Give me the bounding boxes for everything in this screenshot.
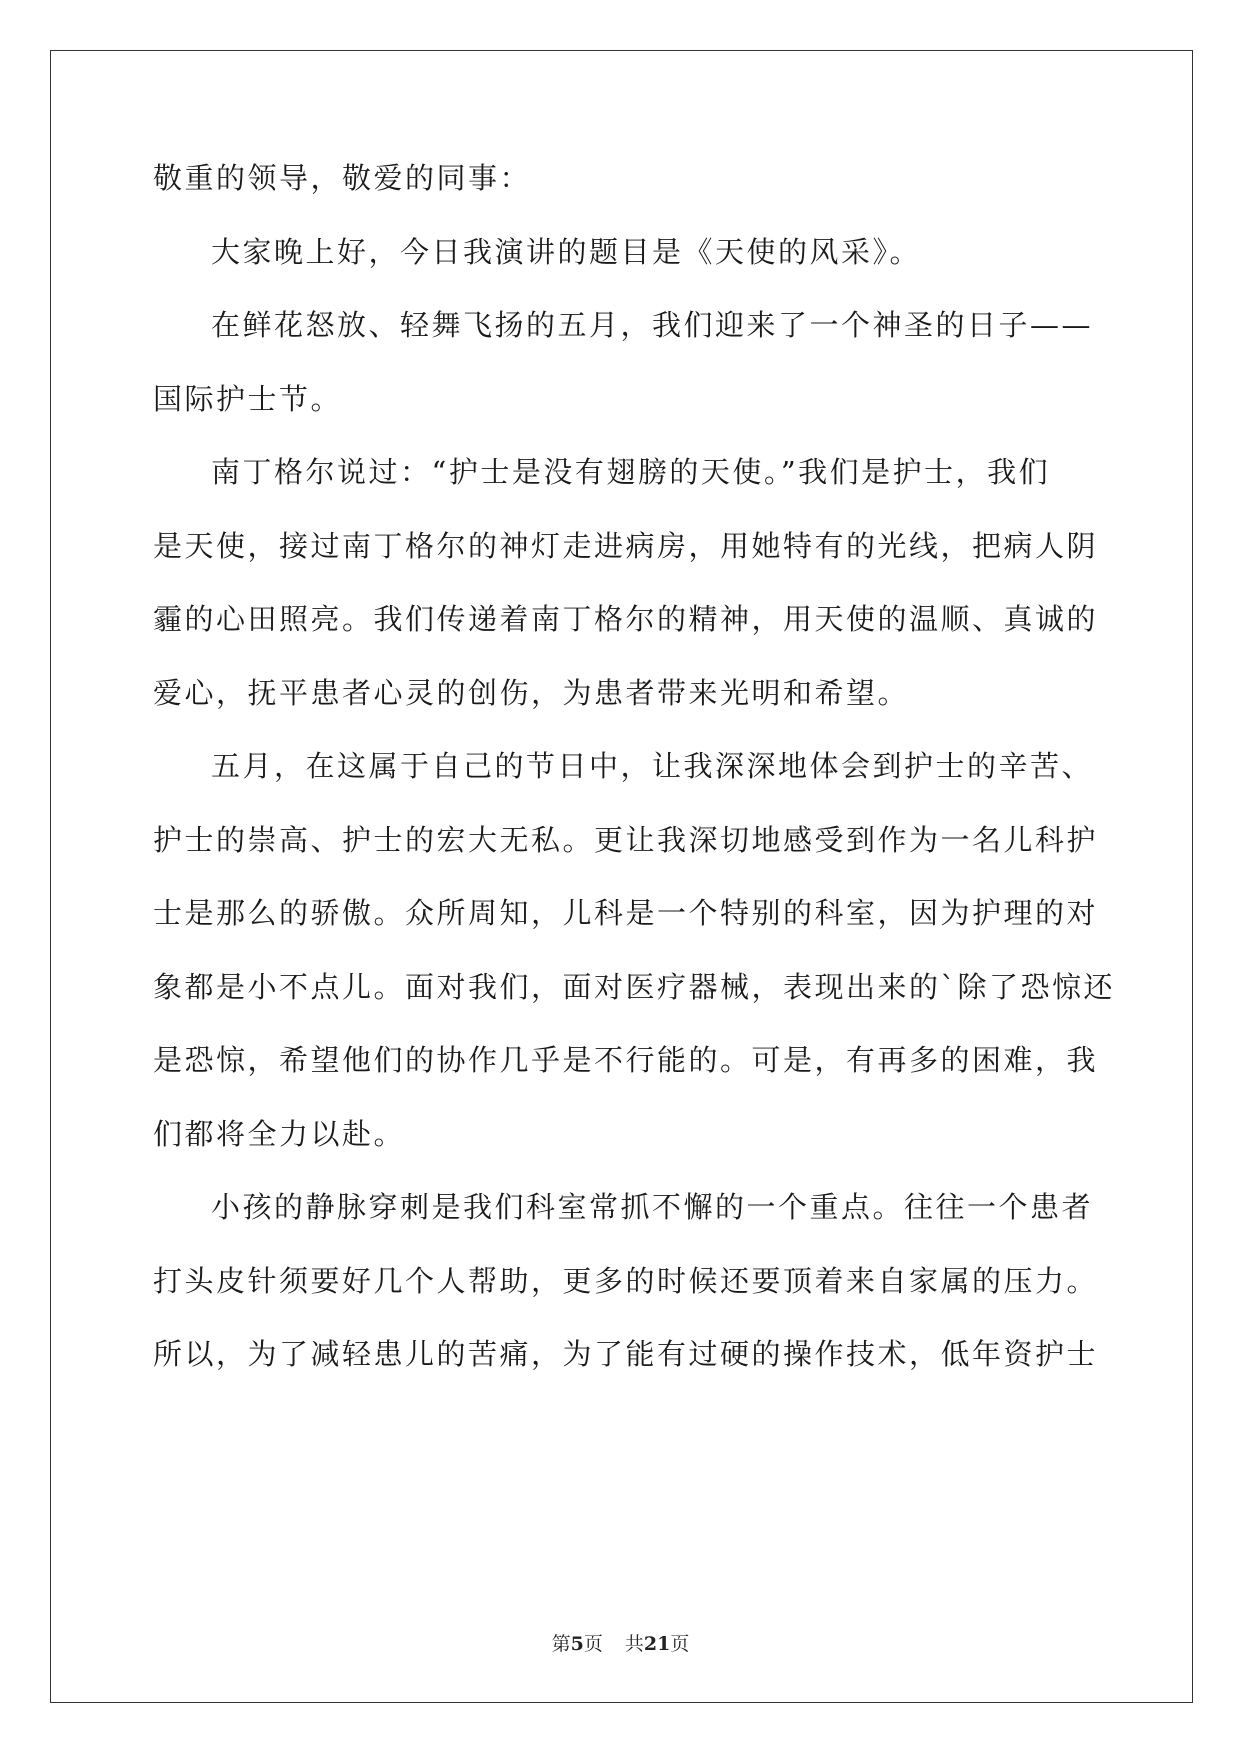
total-page-number: 21 — [643, 1633, 671, 1655]
text-line: 打头皮针须要好几个人帮助，更多的时候还要顶着来自家属的压力。 — [153, 1263, 1099, 1298]
text-line: 爱心，抚平患者心灵的创伤，为患者带来光明和希望。 — [153, 675, 910, 710]
page-border — [50, 50, 1193, 1703]
footer-page-word: 页 — [583, 1633, 603, 1655]
text-line: 象都是小不点儿。面对我们，面对医疗器械，表现出来的`除了恐惊还 — [153, 969, 1116, 1004]
text-line: 霾的心田照亮。我们传递着南丁格尔的精神，用天使的温顺、真诚的 — [153, 602, 1099, 636]
text-line: 国际护士节。 — [153, 381, 343, 416]
text-line: 士是那么的骄傲。众所周知，儿科是一个特别的科室，因为护理的对 — [153, 896, 1099, 930]
text-line: 敬重的领导，敬爱的同事： — [153, 161, 532, 195]
text-line: 护士的崇高、护士的宏大无私。更让我深切地感受到作为一名儿科护 — [153, 822, 1099, 857]
footer-total-suffix: 页 — [670, 1633, 690, 1655]
page-footer — [0, 1632, 1241, 1656]
text-line: 南丁格尔说过：“护士是没有翅膀的天使。”我们是护士，我们 — [211, 455, 1051, 489]
text-line: 五月，在这属于自己的节日中，让我深深地体会到护士的辛苦、 — [211, 749, 1094, 783]
text-line: 是恐惊，希望他们的协作几乎是不行能的。可是，有再多的困难，我 — [153, 1043, 1099, 1077]
text-line: 在鲜花怒放、轻舞飞扬的五月，我们迎来了一个神圣的日子—— — [211, 308, 1094, 342]
footer-total-prefix: 共 — [624, 1633, 644, 1655]
text-line: 大家晚上好，今日我演讲的题目是《天使的风采》。 — [211, 234, 922, 269]
text-line: 们都将全力以赴。 — [153, 1116, 406, 1151]
text-line: 小孩的静脉穿刺是我们科室常抓不懈的一个重点。往往一个患者 — [211, 1190, 1094, 1224]
footer-prefix: 第 — [551, 1633, 571, 1655]
text-line: 是天使，接过南丁格尔的神灯走进病房，用她特有的光线，把病人阴 — [153, 528, 1099, 563]
current-page-number: 5 — [570, 1633, 584, 1655]
text-line: 所以，为了减轻患儿的苦痛，为了能有过硬的操作技术，低年资护士 — [153, 1337, 1099, 1371]
